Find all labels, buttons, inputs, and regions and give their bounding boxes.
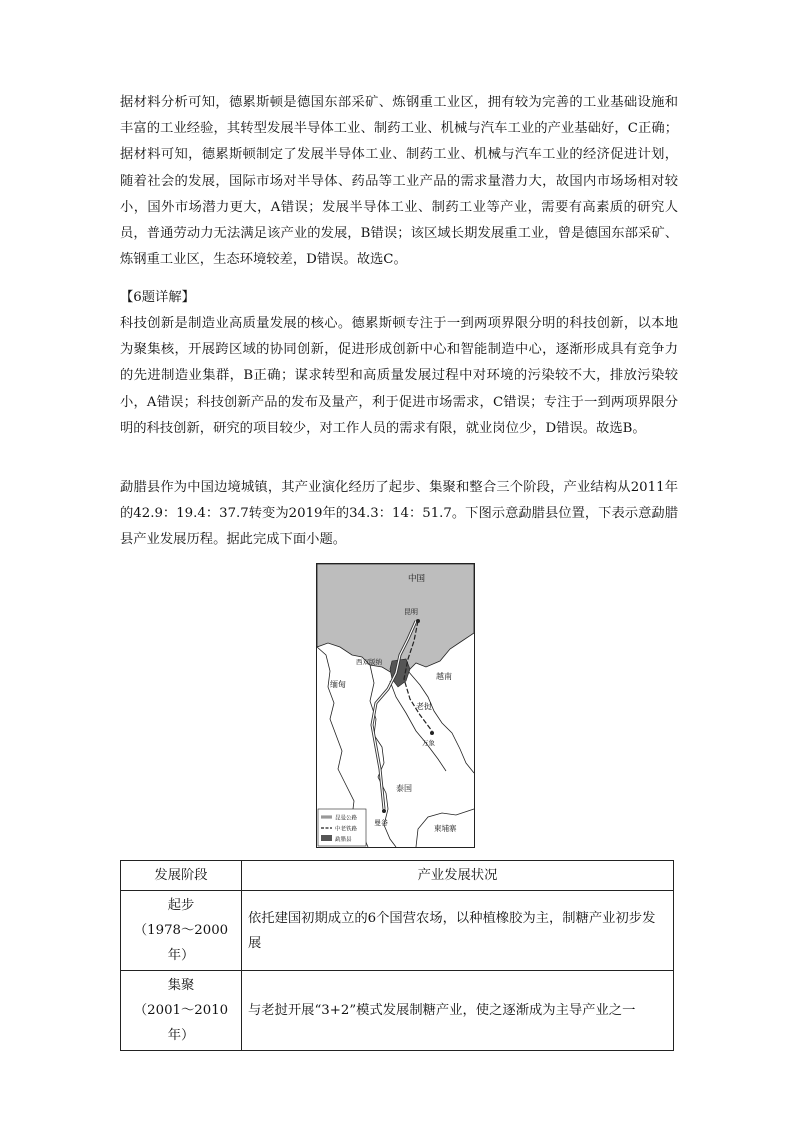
stage-cell: [121, 891, 242, 971]
vientiane-label: 万象: [422, 739, 435, 747]
thailand-label: 泰国: [396, 784, 412, 793]
xishuangbanna-label: 西双版纳: [356, 658, 382, 666]
stage-cell: [121, 971, 242, 1051]
table-row: [121, 891, 674, 971]
status-cell: 与老挝开展“3+2”模式发展制糖产业，使之逐渐成为主导产业之一: [242, 971, 674, 1051]
kunming-dot: [416, 619, 420, 623]
stage-years: （1978～2000年）: [133, 923, 229, 963]
material-intro-paragraph: 勐腊县作为中国边境城镇，其产业演化经历了起步、集聚和整合三个阶段，产业结构从2011年的42.9：19.4：37.7转变为2019年的34.3：14：51.7。下图示意勐腊县位置，下表示意勐腊县产业发展历程。据此完成下面小题。: [120, 480, 678, 548]
industry-development-table: [120, 860, 674, 1051]
legend-county-label: 勐腊县: [335, 837, 352, 843]
china-label: 中国: [408, 574, 426, 584]
vietnam-label: 越南: [436, 672, 452, 681]
stage-years: （2001～2010年）: [133, 1003, 229, 1043]
bangkok-label: 曼谷: [374, 819, 388, 827]
vientiane-dot: [430, 731, 434, 735]
stage-name: 起步: [167, 898, 195, 913]
table-header-row: [121, 861, 674, 891]
menglas-location-map: [316, 563, 475, 848]
answer-paragraph-5: 据材料分析可知，德累斯顿是德国东部采矿、炼钢重工业区，拥有较为完善的工业基础设施和丰富的工业经验，其转型发展半导体工业、制药工业、机械与汽车工业的产业基础好，C正确；据材料可知，德累斯顿制定了发展半导体工业、制药工业、机械与汽车工业的经济促进计划，随着社会的发展，国际市场对半导体、药品等工业产品的需求量潜力大，故国内市场场相对较小，国外市场潜力更大，A错误；发展半导体工业、制药工业等产业，需要有高素质的研究人员，普通劳动力无法满足该产业的发展，B错误；该区域长期发展重工业，曾是德国东部采矿、炼钢重工业区，生态环境较差，D错误。故选C。: [120, 95, 678, 268]
column-header-status: 产业发展状况: [242, 861, 674, 891]
legend-highway-label: 昆曼公路: [335, 815, 358, 822]
bangkok-dot: [382, 809, 386, 813]
table-row: [121, 971, 674, 1051]
legend-railway-label: 中老铁路: [335, 826, 358, 833]
status-cell: 依托建国初期成立的6个国营农场，以种植橡胶为主，制糖产业初步发展: [242, 891, 674, 971]
laos-label: 老挝: [416, 702, 432, 711]
kunming-label: 昆明: [404, 608, 418, 616]
column-header-stage: 发展阶段: [121, 861, 242, 891]
stage-name: 集聚: [167, 978, 195, 993]
cambodia-label: 柬埔寨: [434, 824, 457, 833]
legend-county-symbol: [321, 835, 332, 841]
question-6-heading: 【6题详解】: [120, 290, 195, 305]
answer-paragraph-6: 科技创新是制造业高质量发展的核心。德累斯顿专注于一到两项界限分明的科技创新，以本地为聚集核，开展跨区域的协同创新，促进形成创新中心和智能制造中心，逐渐形成具有竞争力的先进制造业集群，B正确；谋求转型和高质量发展过程中对环境的污染较不大，排放污染较小，A错误；科技创新产品的发布及量产，利于促进市场需求，C错误；专注于一到两项界限分明的科技创新，研究的项目较少，对工作人员的需求有限，就业岗位少，D错误。故选B。: [120, 316, 678, 436]
myanmar-label: 缅甸: [330, 680, 346, 689]
